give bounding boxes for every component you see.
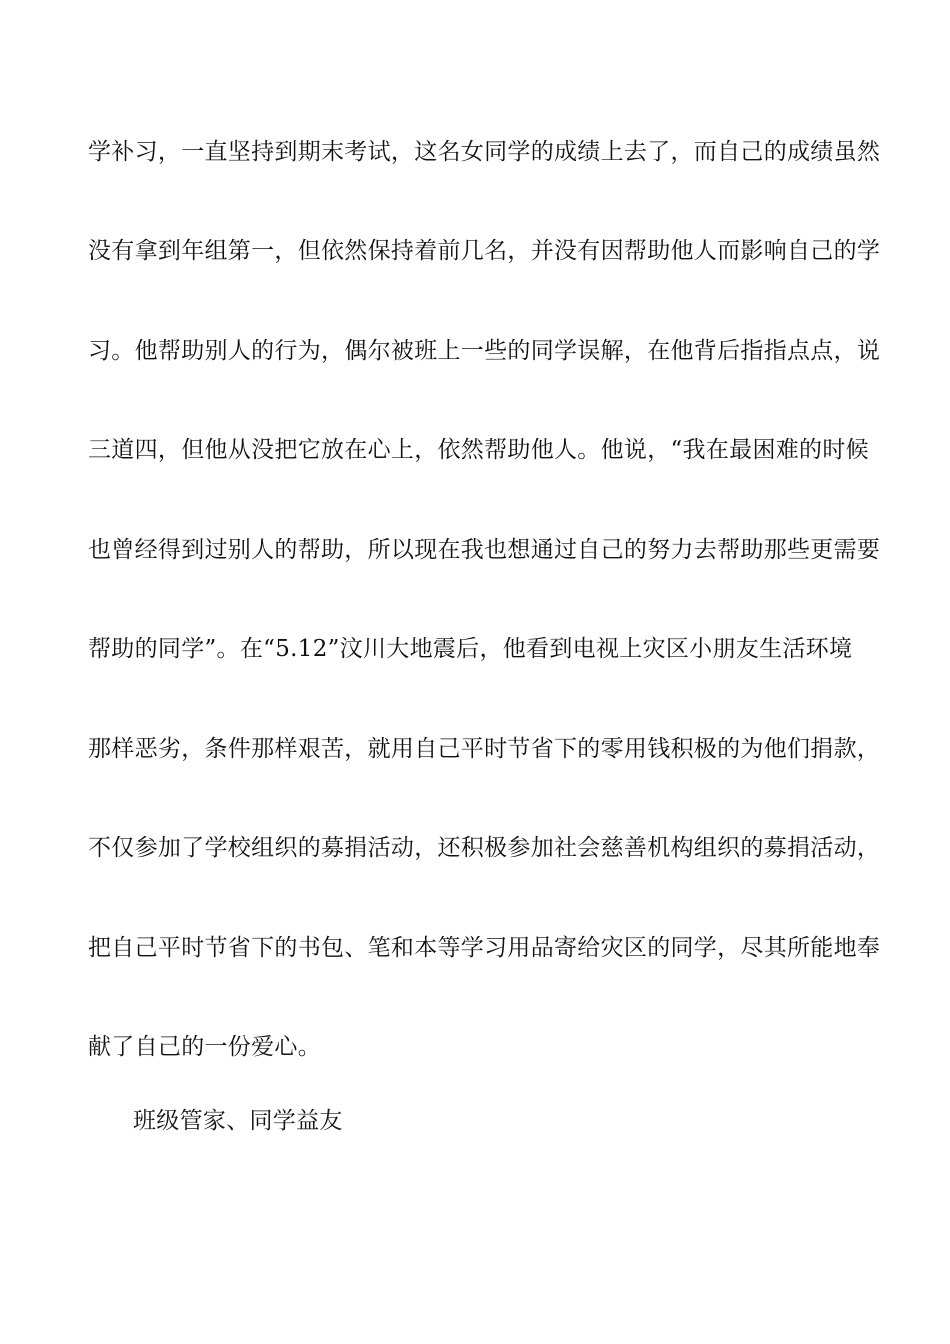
paragraph-line: 也曾经得到过别人的帮助，所以现在我也想通过自己的努力去帮助那些更需要 <box>88 537 881 563</box>
paragraph-line: 学补习，一直坚持到期末考试，这名女同学的成绩上去了，而自己的成绩虽然 <box>88 139 881 165</box>
paragraph-line: 没有拿到年组第一，但依然保持着前几名，并没有因帮助他人而影响自己的学 <box>88 238 881 264</box>
paragraph-line: 帮助的同学”。在“5.12”汶川大地震后，他看到电视上灾区小朋友生活环境 <box>88 636 853 662</box>
paragraph-line: 习。他帮助别人的行为，偶尔被班上一些的同学误解，在他背后指指点点，说 <box>88 338 881 364</box>
paragraph-line: 不仅参加了学校组织的募捐活动，还积极参加社会慈善机构组织的募捐活动， <box>88 835 881 861</box>
paragraph-line: 三道四，但他从没把它放在心上，依然帮助他人。他说，“我在最困难的时候 <box>88 437 869 463</box>
paragraph-line: 那样恶劣，条件那样艰苦，就用自己平时节省下的零用钱积极的为他们捐款， <box>88 736 881 762</box>
paragraph-line: 把自己平时节省下的书包、笔和本等学习用品寄给灾区的同学，尽其所能地奉 <box>88 935 881 961</box>
paragraph-line: 献了自己的一份爱心。 <box>88 1034 321 1060</box>
section-heading: 班级管家、同学益友 <box>133 1108 343 1134</box>
